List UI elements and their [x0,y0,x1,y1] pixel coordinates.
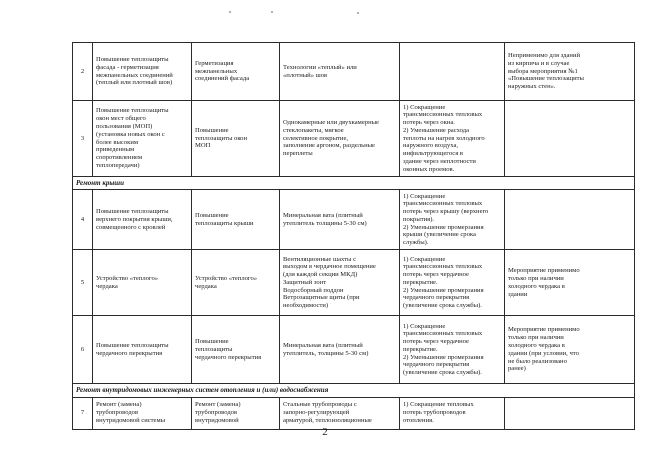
section-title: Ремонт крыши [73,177,635,190]
scan-artifact-dot [357,12,359,14]
action-cell: Повышение теплозащиты крыши [192,190,280,250]
measure-cell: Ремонт (замена) трубопроводов внутридомовой системы [93,397,192,429]
effect-cell: 1) Сокращение трансмиссионных тепловых потерь через чердачное перекрытие. 2) Уменьшение промерзания чердачного перекрытия (увеличение срока службы). [400,250,505,316]
action-cell: Повышение теплозащиты окон МОП [192,101,280,177]
measure-cell: Устройство «теплого» чердака [93,250,192,316]
section-row [73,177,635,190]
row-number: 2 [73,43,93,101]
note-cell: Неприменимо для зданий из кирпича и в случае выбора мероприятия №1 «Повышение теплозащиты наружных стен». [505,43,635,101]
effect-cell: 1) Сокращение трансмиссионных тепловых потерь через чердачное перекрытие. 2) Уменьшение промерзания чердачного перекрытия (увеличение срока службы). [400,316,505,384]
effect-cell: 1) Сокращение тепловых потерь трубопроводов отопления. [400,397,505,429]
technology-cell: Минеральная вата (плитный утеплитель, толщины 5-30 см) [280,316,400,384]
action-cell: Герметизация межпанельных соединений фасада [192,43,280,101]
scan-artifact-dot [271,11,273,13]
note-cell: Мероприятие применимо только при наличии холодного чердака в здании (при условии, что не было реализовано ранее) [505,316,635,384]
section-row [73,384,635,397]
table-row [73,43,635,101]
action-cell: Ремонт (замена) трубопроводов внутридомовой [192,397,280,429]
note-cell [505,397,635,429]
table-row [73,397,635,429]
page-number: 2 [322,426,328,438]
note-cell [505,101,635,177]
technology-cell: Технологии «теплый» или «плотный» шов [280,43,400,101]
measure-cell: Повышение теплозащиты верхнего покрытия крыши, совмещенного с кровлей [93,190,192,250]
table-row [73,101,635,177]
effect-cell [400,43,505,101]
table-row [73,250,635,316]
scan-artifact-dot [229,11,231,13]
effect-cell: 1) Сокращение трансмиссионных тепловых потерь через крышу (верхнего покрытия). 2) Уменьшение промерзания крыши (увеличение срока службы). [400,190,505,250]
row-number: 6 [73,316,93,384]
measure-cell: Повышение теплозащиты фасада - герметизация межпанельных соединений (теплый или плотный шов) [93,43,192,101]
row-number: 4 [73,190,93,250]
measure-cell: Повышение теплозащиты окон мест общего пользования (МОП) (установка новых окон с более высоким приведенным сопротивлением теплопередачи) [93,101,192,177]
technology-cell: Однокамерные или двухкамерные стеклопакеты, мягкое селективное покрытие, заполнение аргоном, раздельные переплеты [280,101,400,177]
row-number: 3 [73,101,93,177]
action-cell: Устройство «теплого» чердака [192,250,280,316]
technology-cell: Вентиляционные шахты с выходом в чердачное помещение (для каждой секции МКД) Защитный зонт Водосборный поддон Ветрозащитные щиты (при необходимости) [280,250,400,316]
table-row [73,316,635,384]
row-number: 5 [73,250,93,316]
note-cell [505,190,635,250]
technology-cell: Стальные трубопроводы с запорно-регулирующей арматурой, теплоизоляционные [280,397,400,429]
effect-cell: 1) Сокращение трансмиссионных тепловых потерь через окна. 2) Уменьшение расхода теплоты на нагрев холодного наружного воздуха, инфильтрующегося в здание через неплотности оконных проемов. [400,101,505,177]
row-number: 7 [73,397,93,429]
action-cell: Повышение теплозащиты чердачного перекрытия [192,316,280,384]
measures-table [72,42,635,430]
table-row [73,190,635,250]
technology-cell: Минеральная вата (плитный утеплитель толщины 5-30 см) [280,190,400,250]
section-title: Ремонт внутридомовых инженерных систем отопления и (или) водоснабжения [73,384,635,397]
note-cell: Мероприятие применимо только при наличии холодного чердака в здании [505,250,635,316]
measure-cell: Повышение теплозащиты чердачного перекрытия [93,316,192,384]
